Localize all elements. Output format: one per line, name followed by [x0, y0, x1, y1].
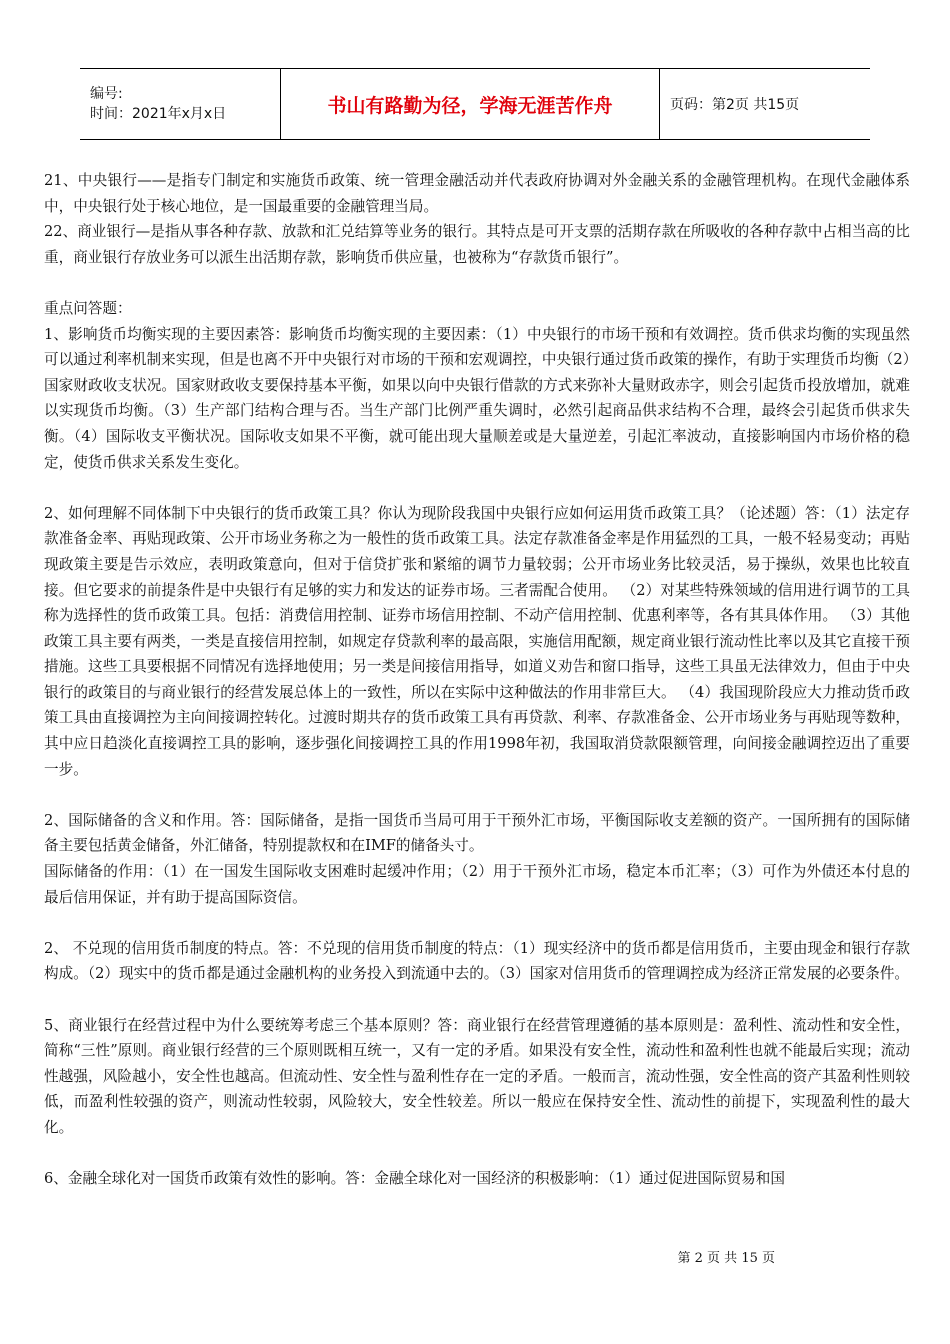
paragraph: 重点问答题：	[44, 299, 132, 317]
paragraph: 5、商业银行在经营过程中为什么要统筹考虑三个基本原则？答：商业银行在经营管理遵循的基本原则是：盈利性、流动性和安全性，简称“三性”原则。商业银行经营的三个原则既相互统一，又有一定的矛盾。如果没有安全性，流动性和盈利性也就不能最后实现；流动性越强，风险越小，安全性也越高。但流动性、安全性与盈利性存在一定的矛盾。一般而言，流动性强，安全性高的资产其盈利性则较低，而盈利性较强的资产，则流动性较弱，风险较大，安全性较差。所以一般应在保持安全性、流动性的前提下，实现盈利性的最大化。	[44, 1016, 910, 1136]
page-footer: 第 2 页 共 15 页	[677, 1251, 775, 1266]
paragraph-spacer	[44, 270, 910, 296]
paragraph: 22、商业银行—是指从事各种存款、放款和汇兑结算等业务的银行。其特点是可开支票的活期存款在所吸收的各种存款中占相当高的比重，商业银行存放业务可以派生出活期存款，影响货币供应量，也被称为“存款货币银行”。	[44, 223, 910, 266]
paragraph-spacer	[44, 782, 910, 808]
paragraph-spacer	[44, 910, 910, 936]
header-meta	[80, 69, 281, 139]
paragraph: 6、金融全球化对一国货币政策有效性的影响。答：金融全球化对一国经济的积极影响：（1）通过促进国际贸易和国	[44, 1170, 785, 1188]
paragraph: 国际储备的作用：（1）在一国发生国际收支困难时起缓冲作用；（2）用于干预外汇市场，稳定本币汇率；（3）可作为外债还本付息的最后信用保证，并有助于提高国际资信。	[44, 863, 910, 906]
doc-number-label: 编号:	[90, 86, 123, 102]
header-page-info: 页码：第2页 共15页	[670, 97, 800, 113]
paragraph-spacer	[44, 475, 910, 501]
paragraph-spacer	[44, 1141, 910, 1167]
document-body	[44, 168, 910, 1192]
paragraph: 21、中央银行——是指专门制定和实施货币政策、统一管理金融活动并代表政府协调对外金融关系的金融管理机构。在现代金融体系中，中央银行处于核心地位，是一国最重要的金融管理当局。	[44, 172, 910, 215]
paragraph: 1、影响货币均衡实现的主要因素答：影响货币均衡实现的主要因素：（1）中央银行的市场干预和有效调控。货币供求均衡的实现虽然可以通过利率机制来实现，但是也离不开中央银行对市场的干预和宏观调控，中央银行通过货币政策的操作，有助于实理货币均衡（2）国家财政收支状况。国家财政收支要保持基本平衡，如果以向中央银行借款的方式来弥补大量财政赤字，则会引起货币投放增加，就难以实现货币均衡。（3）生产部门结构合理与否。当生产部门比例严重失调时，必然引起商品供求结构不合理，最终会引起货币供求失衡。（4）国际收支平衡状况。国际收支如果不平衡，就可能出现大量顺差或是大量逆差，引起汇率波动，直接影响国内市场价格的稳定，使货币供求关系发生变化。	[44, 325, 910, 471]
paragraph: 2、 不兑现的信用货币制度的特点。答：不兑现的信用货币制度的特点：（1）现实经济中的货币都是信用货币，主要由现金和银行存款构成。（2）现实中的货币都是通过金融机构的业务投入到流通中去的。（3）国家对信用货币的管理调控成为经济正常发展的必要条件。	[44, 939, 910, 983]
paragraph: 2、如何理解不同体制下中央银行的货币政策工具？你认为现阶段我国中央银行应如何运用货币政策工具？（论述题）答：（1）法定存款准备金率、再贴现政策、公开市场业务称之为一般性的货币政策工具。法定存款准备金率是作用猛烈的工具，一般不轻易变动；再贴现政策主要是告示效应，表明政策意向，但对于信贷扩张和紧缩的调节力量较弱；公开市场业务比较灵活，易于操纵，效果也比较直接。但它要求的前提条件是中央银行有足够的实力和发达的证券市场。三者需配合使用。 （2）对某些特殊领域的信用进行调节的工具称为选择性的货币政策工具。包括：消费信用控制、证券市场信用控制、不动产信用控制、优惠利率等，各有其具体作用。 （3）其他政策工具主要有两类，一类是直接信用控制，如规定存贷款利率的最高限，实施信用配额，规定商业银行流动性比率以及其它直接干预措施。这些工具要根据不同情况有选择地使用；另一类是间接信用指导，如道义劝告和窗口指导，这些工具虽无法律效力，但由于中央银行的政策目的与商业银行的经营发展总体上的一致性，所以在实际中这种做法的作用非常巨大。 （4）我国现阶段应大力推动货币政策工具由直接调控为主向间接调控转化。过渡时期共存的货币政策工具有再贷款、利率、存款准备金、公开市场业务与再贴现等数种，其中应日趋淡化直接调控工具的影响，逐步强化间接调控工具的作用1998年初，我国取消贷款限额管理，向间接金融调控迈出了重要一步。	[44, 504, 910, 778]
paragraph: 2、国际储备的含义和作用。答：国际储备，是指一国货币当局可用于干预外汇市场，平衡国际收支差额的资产。一国所拥有的国际储备主要包括黄金储备，外汇储备，特别提款权和在IMF的储备头寸。	[44, 811, 910, 855]
page-header	[80, 68, 870, 140]
paragraph-spacer	[44, 987, 910, 1013]
doc-time: 时间：2021年x月x日	[90, 106, 227, 122]
header-motto: 书山有路勤为径，学海无涯苦作舟	[281, 69, 660, 139]
